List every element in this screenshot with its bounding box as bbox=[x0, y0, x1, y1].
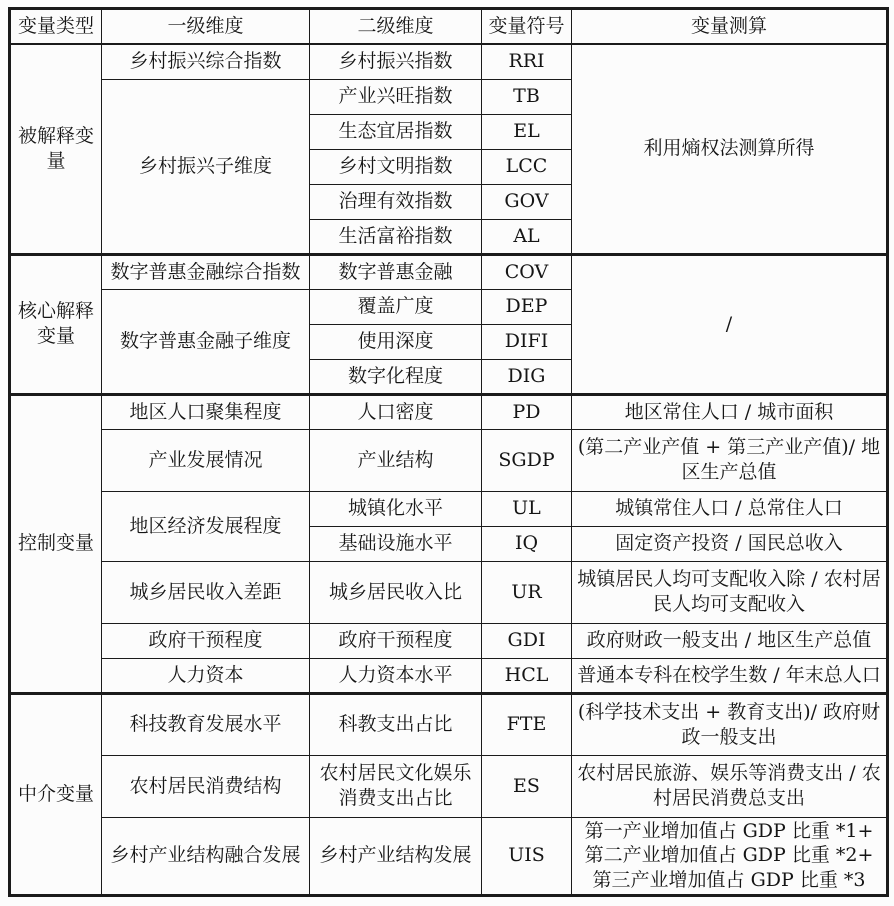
cell-variable-type: 被解释变量 bbox=[10, 44, 102, 254]
cell-symbol: AL bbox=[482, 219, 572, 254]
cell-dim1: 乡村振兴综合指数 bbox=[102, 44, 310, 79]
cell-dim1: 地区经济发展程度 bbox=[102, 491, 310, 561]
measure-line: 第三产业增加值占 GDP 比重 *3 bbox=[592, 868, 866, 891]
cell-measure: 城镇居民人均可支配收入除 / 农村居民人均可支配收入 bbox=[572, 561, 888, 623]
cell-measure: 地区常住人口 / 城市面积 bbox=[572, 394, 888, 429]
cell-symbol: TB bbox=[482, 79, 572, 114]
cell-dim2: 生活富裕指数 bbox=[310, 219, 482, 254]
cell-measure: 城镇常住人口 / 总常住人口 bbox=[572, 491, 888, 526]
cell-dim1: 科技教育发展水平 bbox=[102, 693, 310, 755]
cell-dim1: 数字普惠金融子维度 bbox=[102, 289, 310, 394]
cell-dim2: 基础设施水平 bbox=[310, 526, 482, 561]
table-row bbox=[10, 817, 888, 895]
cell-symbol: DEP bbox=[482, 289, 572, 324]
header-dim2: 二级维度 bbox=[310, 9, 482, 45]
cell-measure: 利用熵权法测算所得 bbox=[572, 44, 888, 254]
header-variable-type: 变量类型 bbox=[10, 9, 102, 45]
cell-variable-type: 控制变量 bbox=[10, 394, 102, 693]
cell-dim2: 使用深度 bbox=[310, 324, 482, 359]
cell-measure: 政府财政一般支出 / 地区生产总值 bbox=[572, 623, 888, 658]
cell-dim1: 农村居民消费结构 bbox=[102, 755, 310, 817]
cell-symbol: DIFI bbox=[482, 324, 572, 359]
cell-measure: 固定资产投资 / 国民总收入 bbox=[572, 526, 888, 561]
header-row bbox=[10, 9, 888, 45]
cell-symbol: GDI bbox=[482, 623, 572, 658]
table-row bbox=[10, 394, 888, 429]
cell-symbol: PD bbox=[482, 394, 572, 429]
cell-symbol: ES bbox=[482, 755, 572, 817]
cell-variable-type: 核心解释变量 bbox=[10, 254, 102, 394]
cell-dim1: 数字普惠金融综合指数 bbox=[102, 254, 310, 289]
cell-symbol: UIS bbox=[482, 817, 572, 895]
measure-line: 第二产业增加值占 GDP 比重 *2+ bbox=[584, 844, 874, 867]
cell-dim2: 数字化程度 bbox=[310, 359, 482, 394]
cell-dim2: 城镇化水平 bbox=[310, 491, 482, 526]
header-dim1: 一级维度 bbox=[102, 9, 310, 45]
cell-symbol: SGDP bbox=[482, 429, 572, 491]
table-row bbox=[10, 623, 888, 658]
cell-dim1: 人力资本 bbox=[102, 658, 310, 693]
cell-dim2: 农村居民文化娱乐消费支出占比 bbox=[310, 755, 482, 817]
cell-dim2: 产业结构 bbox=[310, 429, 482, 491]
cell-dim2: 治理有效指数 bbox=[310, 184, 482, 219]
header-symbol: 变量符号 bbox=[482, 9, 572, 45]
measure-line: 第一产业增加值占 GDP 比重 *1+ bbox=[584, 819, 874, 842]
cell-variable-type: 中介变量 bbox=[10, 693, 102, 895]
cell-measure: (第二产业产值 + 第三产业产值)/ 地区生产总值 bbox=[572, 429, 888, 491]
cell-symbol: RRI bbox=[482, 44, 572, 79]
cell-measure: / bbox=[572, 254, 888, 394]
cell-dim1: 地区人口聚集程度 bbox=[102, 394, 310, 429]
cell-dim1: 产业发展情况 bbox=[102, 429, 310, 491]
cell-symbol: LCC bbox=[482, 149, 572, 184]
cell-dim2: 科教支出占比 bbox=[310, 693, 482, 755]
cell-symbol: UR bbox=[482, 561, 572, 623]
cell-dim1: 乡村振兴子维度 bbox=[102, 79, 310, 254]
cell-symbol: IQ bbox=[482, 526, 572, 561]
table-row bbox=[10, 755, 888, 817]
cell-measure: 普通本专科在校学生数 / 年末总人口 bbox=[572, 658, 888, 693]
table-row bbox=[10, 254, 888, 289]
cell-dim2: 乡村文明指数 bbox=[310, 149, 482, 184]
table-row bbox=[10, 491, 888, 526]
cell-dim2: 生态宜居指数 bbox=[310, 114, 482, 149]
cell-dim2: 人口密度 bbox=[310, 394, 482, 429]
cell-dim2: 城乡居民收入比 bbox=[310, 561, 482, 623]
cell-dim2: 产业兴旺指数 bbox=[310, 79, 482, 114]
cell-dim2: 乡村产业结构发展 bbox=[310, 817, 482, 895]
cell-dim2: 政府干预程度 bbox=[310, 623, 482, 658]
variables-table bbox=[8, 7, 889, 897]
cell-measure: (科学技术支出 + 教育支出)/ 政府财政一般支出 bbox=[572, 693, 888, 755]
cell-dim1: 城乡居民收入差距 bbox=[102, 561, 310, 623]
table-row bbox=[10, 429, 888, 491]
table-row bbox=[10, 658, 888, 693]
cell-symbol: COV bbox=[482, 254, 572, 289]
cell-dim2: 数字普惠金融 bbox=[310, 254, 482, 289]
cell-dim1: 乡村产业结构融合发展 bbox=[102, 817, 310, 895]
cell-symbol: GOV bbox=[482, 184, 572, 219]
cell-measure: 农村居民旅游、娱乐等消费支出 / 农村居民消费总支出 bbox=[572, 755, 888, 817]
table-row bbox=[10, 44, 888, 79]
cell-symbol: UL bbox=[482, 491, 572, 526]
cell-symbol: DIG bbox=[482, 359, 572, 394]
cell-symbol: FTE bbox=[482, 693, 572, 755]
cell-dim2: 人力资本水平 bbox=[310, 658, 482, 693]
cell-dim2: 覆盖广度 bbox=[310, 289, 482, 324]
cell-measure bbox=[572, 817, 888, 895]
cell-symbol: EL bbox=[482, 114, 572, 149]
table-row bbox=[10, 561, 888, 623]
cell-dim1: 政府干预程度 bbox=[102, 623, 310, 658]
header-measure: 变量测算 bbox=[572, 9, 888, 45]
cell-symbol: HCL bbox=[482, 658, 572, 693]
table-row bbox=[10, 693, 888, 755]
cell-dim2: 乡村振兴指数 bbox=[310, 44, 482, 79]
